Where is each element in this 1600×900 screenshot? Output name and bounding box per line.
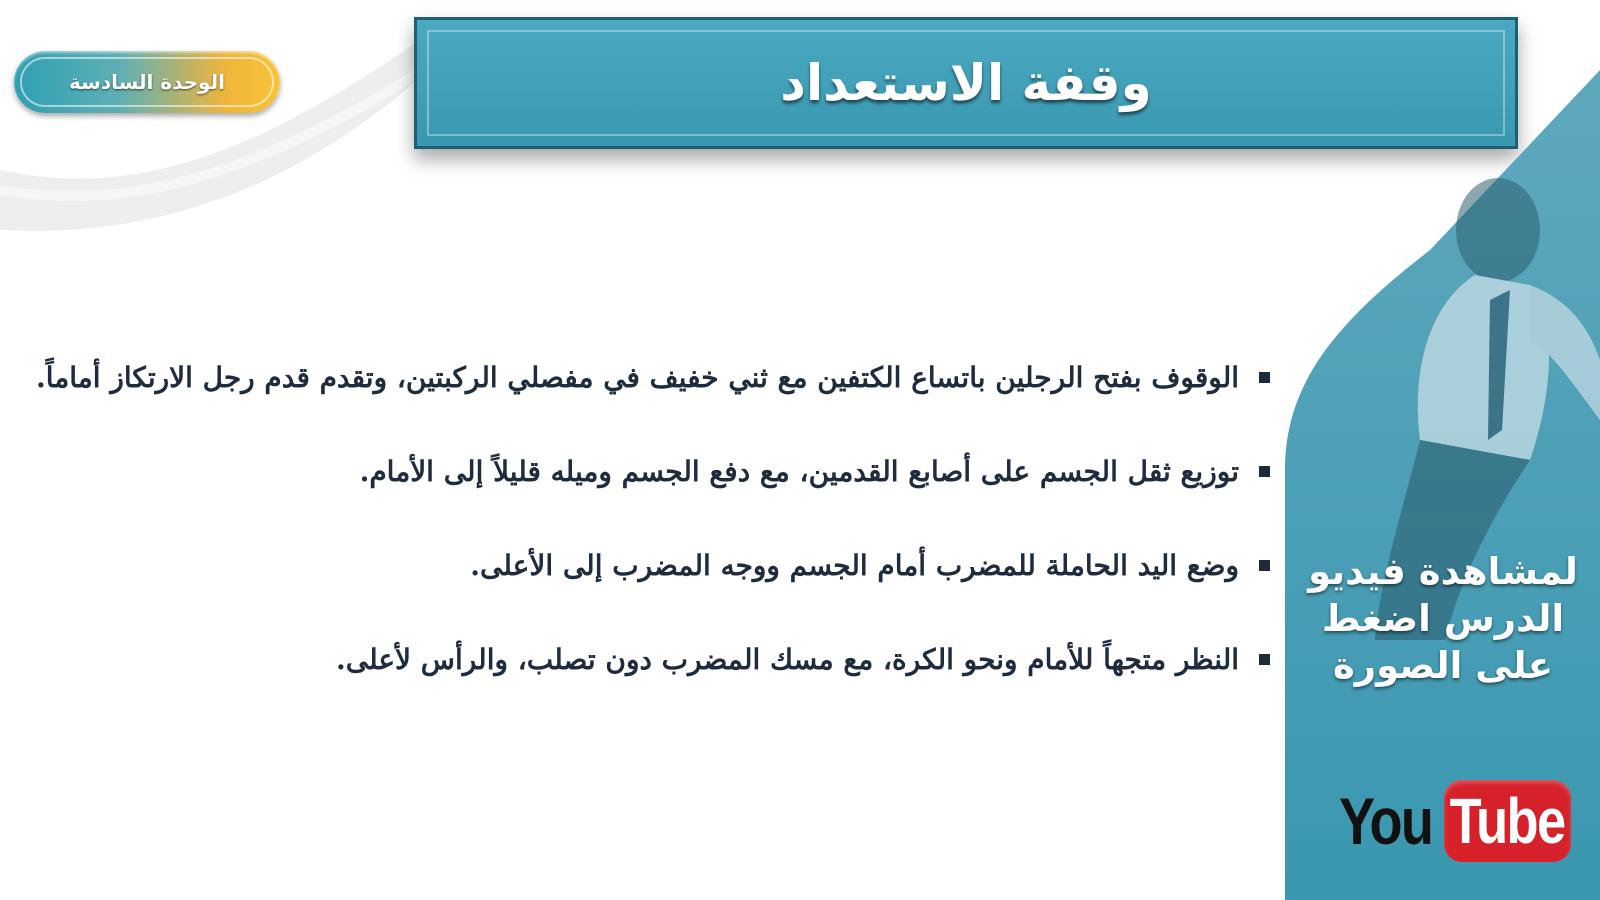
bullet-square-icon	[1259, 372, 1270, 383]
watch-video-link[interactable]	[1308, 548, 1578, 689]
list-item	[0, 424, 1270, 518]
youtube-tube-text: Tube	[1450, 785, 1565, 857]
unit-label: الوحدة السادسة	[69, 70, 225, 94]
bullet-square-icon	[1259, 466, 1270, 477]
bullet-square-icon	[1259, 654, 1270, 665]
list-item	[0, 612, 1270, 706]
bullet-text: وضع اليد الحاملة للمضرب أمام الجسم ووجه المضرب إلى الأعلى.	[470, 548, 1239, 582]
cta-line: على الصورة	[1332, 644, 1554, 687]
list-item	[0, 330, 1270, 424]
slide-title: وقفة الاستعداد	[780, 54, 1152, 112]
decorative-swoosh	[0, 0, 460, 260]
youtube-you-text: You	[1339, 784, 1433, 858]
bullet-square-icon	[1259, 560, 1270, 571]
list-item	[0, 518, 1270, 612]
bullet-text: النظر متجهاً للأمام ونحو الكرة، مع مسك المضرب دون تصلب، والرأس لأعلى.	[335, 642, 1239, 676]
video-panel[interactable]	[1230, 0, 1600, 900]
cta-line: لمشاهدة فيديو	[1308, 550, 1578, 593]
bullet-list	[0, 330, 1270, 706]
bullet-text: الوقوف بفتح الرجلين باتساع الكتفين مع ثني خفيف في مفصلي الركبتين، وتقدم قدم رجل الارتكاز أماماً.	[35, 360, 1239, 394]
unit-badge	[14, 51, 280, 113]
cta-line: الدرس اضغط	[1321, 597, 1565, 640]
youtube-logo-button[interactable]	[1339, 778, 1574, 864]
bullet-text: توزيع ثقل الجسم على أصابع القدمين، مع دفع الجسم وميله قليلاً إلى الأمام.	[359, 454, 1239, 488]
youtube-tube-badge	[1444, 780, 1571, 862]
